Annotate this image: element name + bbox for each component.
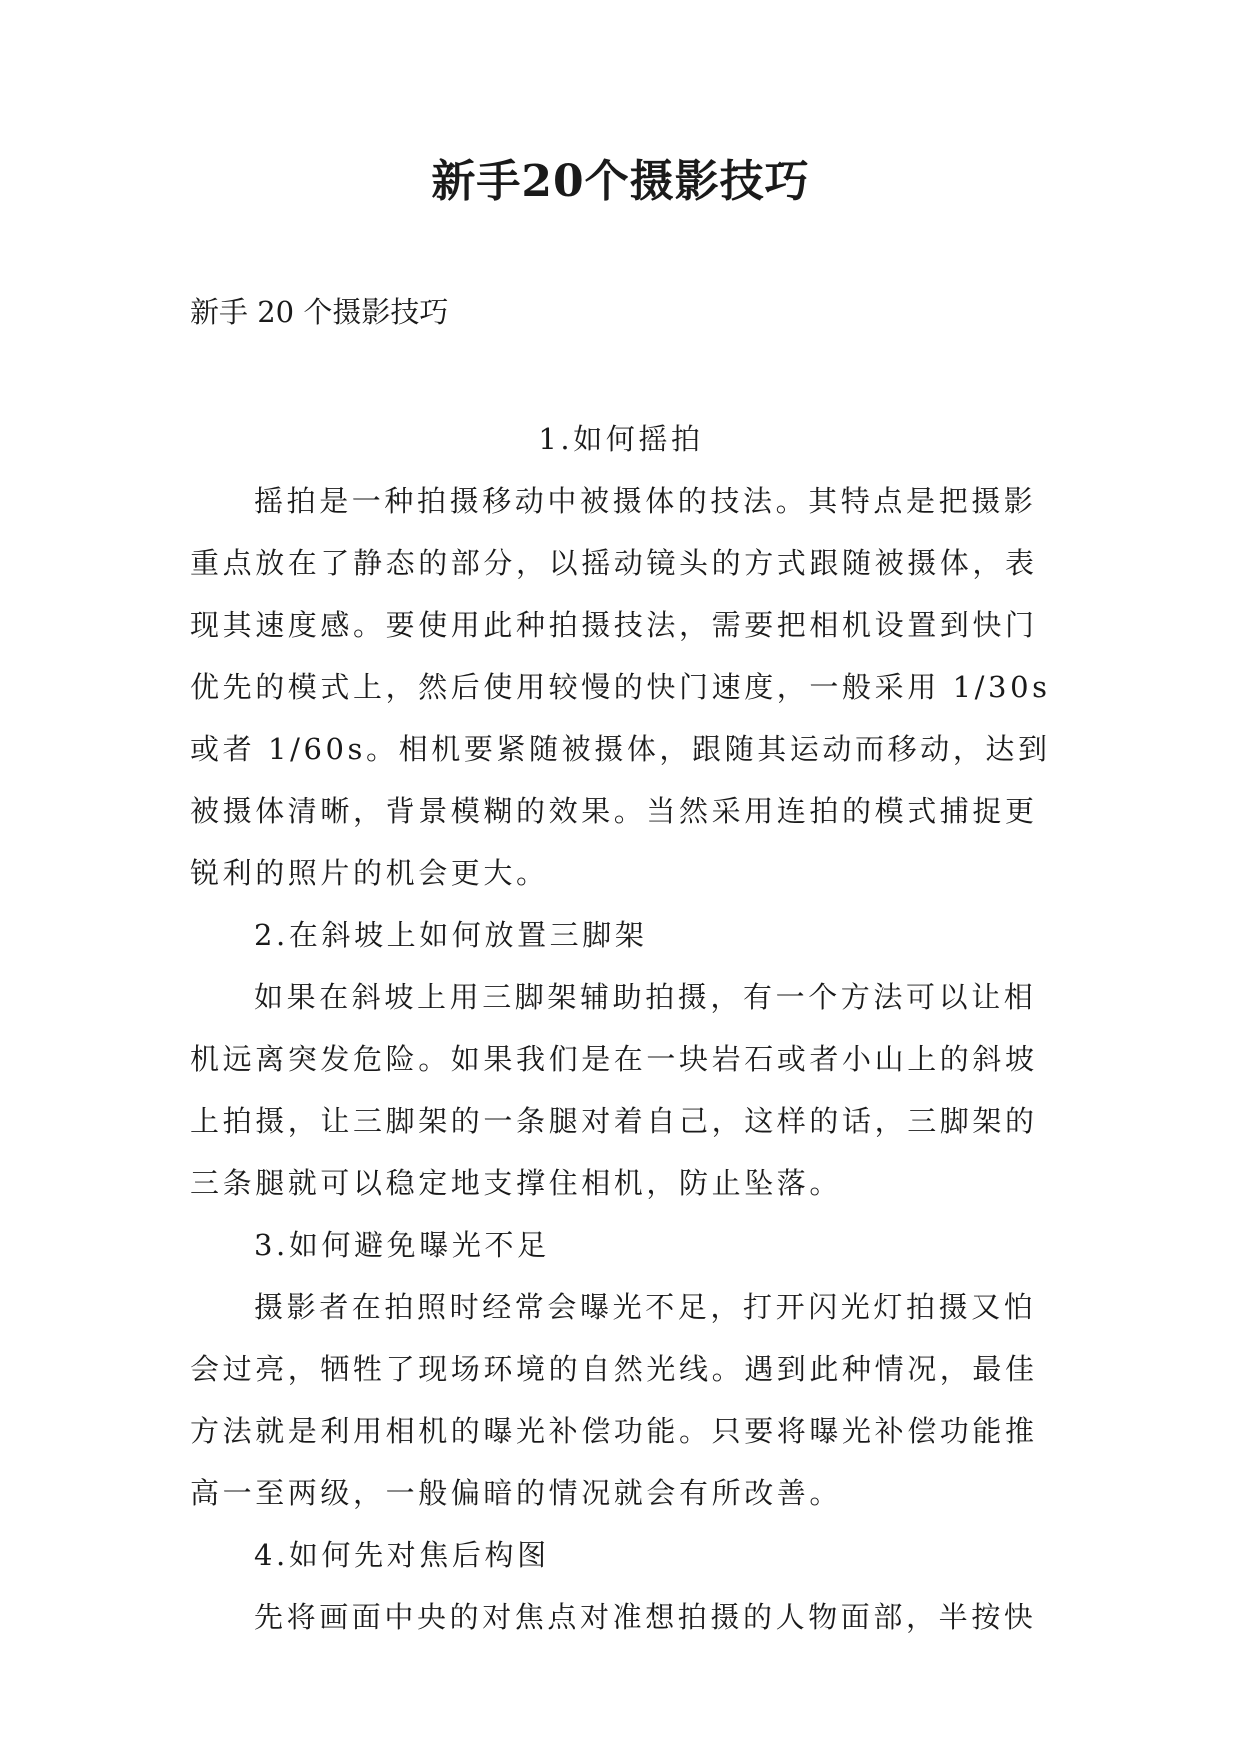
body-line: 优先的模式上，然后使用较慢的快门速度，一般采用 1/30s (190, 670, 1051, 704)
document-subtitle: 新手 20 个摄影技巧 (190, 295, 449, 329)
body-line: 三条腿就可以稳定地支撑住相机，防止坠落。 (190, 1166, 843, 1200)
body-line: 锐利的照片的机会更大。 (190, 856, 549, 890)
body-line: 机远离突发危险。如果我们是在一块岩石或者小山上的斜坡 (190, 1042, 1038, 1076)
body-line: 先将画面中央的对焦点对准想拍摄的人物面部，半按快 (254, 1600, 1037, 1634)
body-line: 高一至两级，一般偏暗的情况就会有所改善。 (190, 1476, 843, 1510)
body-line: 摇拍是一种拍摄移动中被摄体的技法。其特点是把摄影 (254, 484, 1037, 518)
body-line: 上拍摄，让三脚架的一条腿对着自己，这样的话，三脚架的 (190, 1104, 1038, 1138)
body-line: 摄影者在拍照时经常会曝光不足，打开闪光灯拍摄又怕 (254, 1290, 1037, 1324)
body-line: 被摄体清晰，背景模糊的效果。当然采用连拍的模式捕捉更 (190, 794, 1038, 828)
body-line: 4.如何先对焦后构图 (254, 1538, 550, 1572)
body-line: 或者 1/60s。相机要紧随被摄体，跟随其运动而移动，达到 (190, 732, 1051, 766)
document-title: 新手20个摄影技巧 (431, 156, 810, 207)
body-line: 会过亮，牺牲了现场环境的自然光线。遇到此种情况，最佳 (190, 1352, 1038, 1386)
body-line: 重点放在了静态的部分，以摇动镜头的方式跟随被摄体，表 (190, 546, 1038, 580)
body-line: 方法就是利用相机的曝光补偿功能。只要将曝光补偿功能推 (190, 1414, 1038, 1448)
body-line: 1.如何摇拍 (538, 422, 704, 456)
document-body (190, 408, 1052, 1648)
body-line: 3.如何避免曝光不足 (254, 1228, 550, 1262)
body-line: 如果在斜坡上用三脚架辅助拍摄，有一个方法可以让相 (254, 980, 1037, 1014)
body-line: 现其速度感。要使用此种拍摄技法，需要把相机设置到快门 (190, 608, 1038, 642)
body-line: 2.在斜坡上如何放置三脚架 (254, 918, 648, 952)
